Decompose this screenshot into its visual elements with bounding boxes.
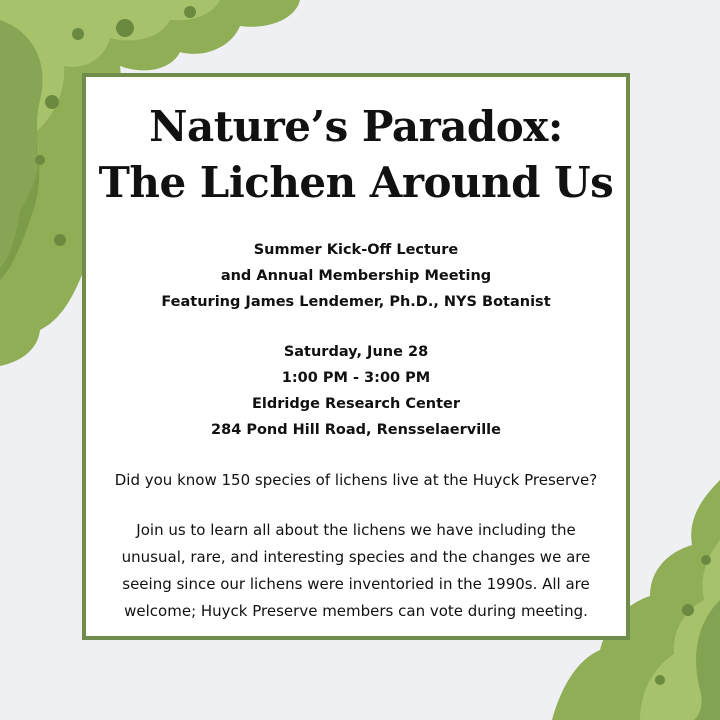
subtitle-line-3: Featuring James Lendemer, Ph.D., NYS Botanist <box>161 294 551 310</box>
description-line-4: welcome; Huyck Preserve members can vote during meeting. <box>124 602 588 620</box>
description-line-2: unusual, rare, and interesting species and the changes we are <box>121 548 591 566</box>
event-subtitle <box>86 237 626 315</box>
subtitle-line-1: Summer Kick-Off Lecture <box>253 242 459 258</box>
title-line-2: The Lichen Around Us <box>98 158 614 207</box>
subtitle-line-2: and Annual Membership Meeting <box>220 268 492 284</box>
event-title <box>86 99 626 211</box>
event-card <box>82 73 630 640</box>
event-venue: Eldridge Research Center <box>251 396 461 412</box>
description-paragraph <box>86 517 626 625</box>
event-date: Saturday, June 28 <box>283 344 429 360</box>
intro-question: Did you know 150 species of lichens live at the Huyck Preserve? <box>114 471 598 489</box>
event-time: 1:00 PM - 3:00 PM <box>281 370 431 386</box>
event-address: 284 Pond Hill Road, Rensselaerville <box>211 422 501 438</box>
description-line-3: seeing since our lichens were inventoried in the 1990s. All are <box>122 575 590 593</box>
description-line-1: Join us to learn all about the lichens we have including the <box>136 521 576 539</box>
title-line-1: Nature’s Paradox: <box>149 102 563 151</box>
event-details <box>86 339 626 443</box>
